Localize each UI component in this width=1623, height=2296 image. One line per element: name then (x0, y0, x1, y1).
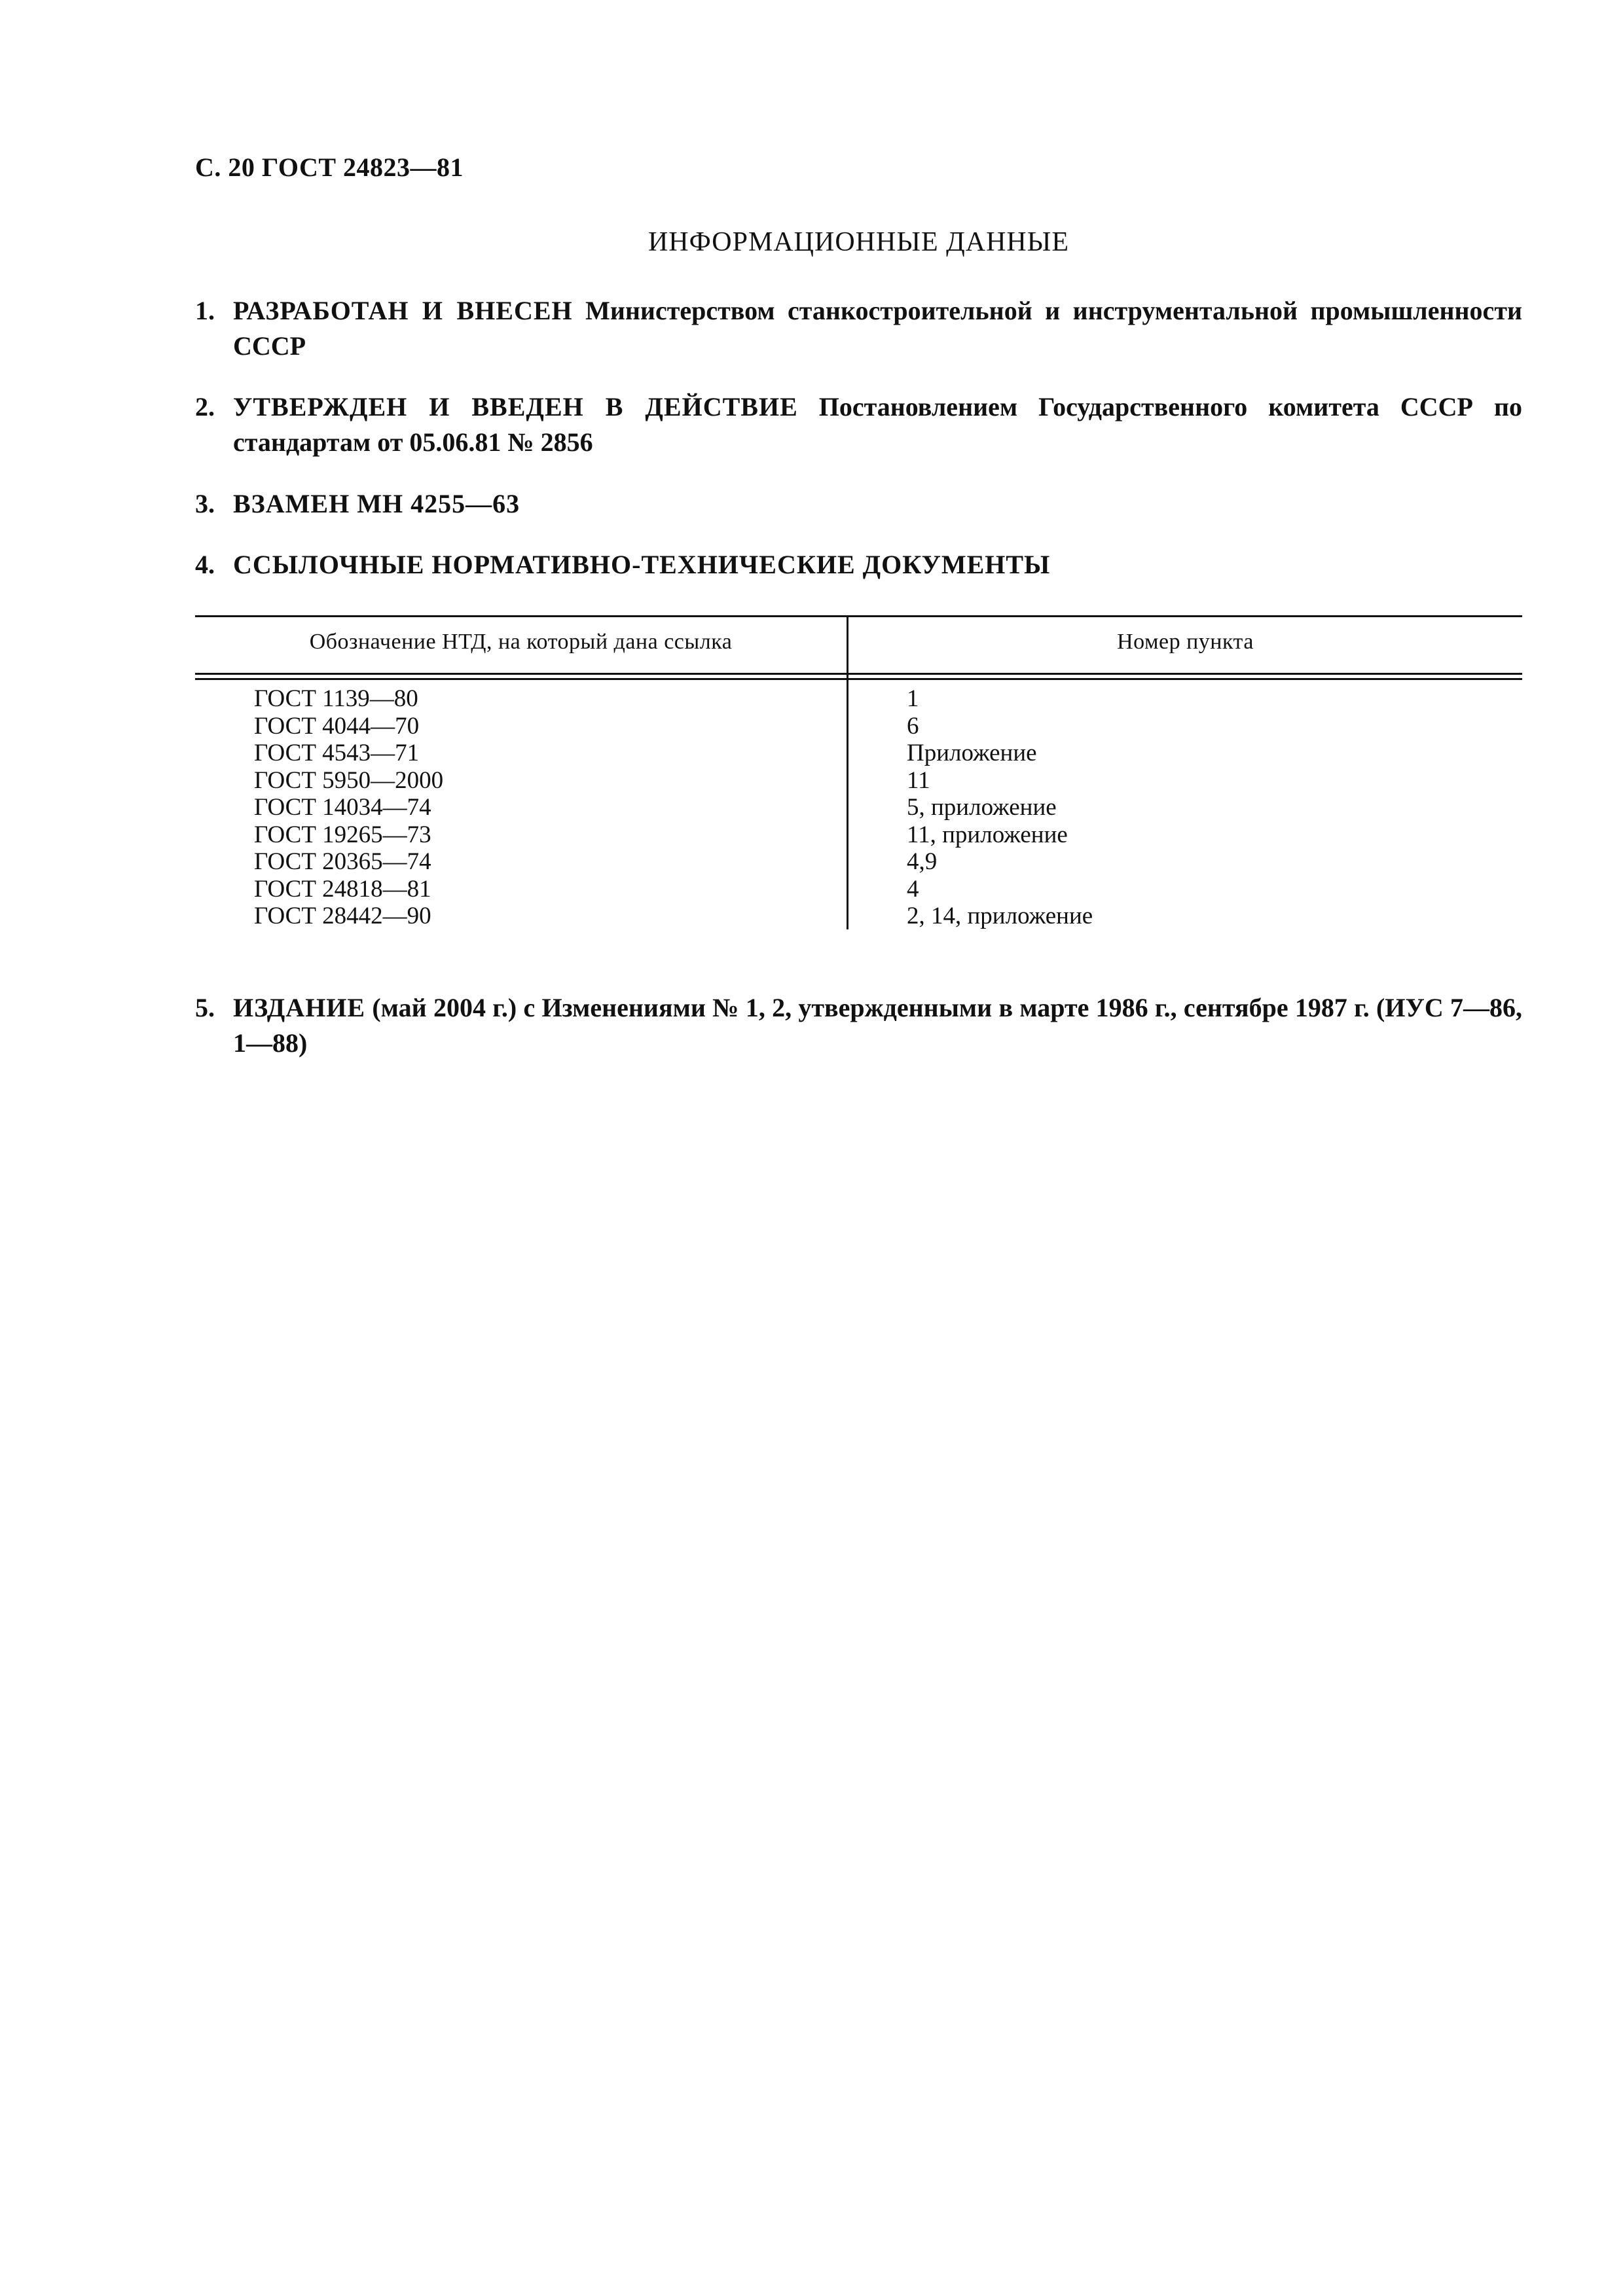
table-cell-document: ГОСТ 20365—74 (254, 848, 431, 875)
table-cell-document: ГОСТ 1139—80 (254, 685, 418, 712)
info-item-references (195, 547, 1522, 583)
table-cell-document: ГОСТ 4044—70 (254, 712, 420, 740)
table-header-rule (195, 678, 1522, 680)
table-cell-document: ГОСТ 28442—90 (254, 903, 431, 929)
table-cell-clause: 4,9 (907, 848, 938, 875)
info-item-developed (195, 293, 1522, 364)
item-lead: УТВЕРЖДЕН И ВВЕДЕН В ДЕЙСТВИЕ (233, 392, 798, 422)
table-cell-clause: 6 (907, 712, 919, 740)
item-lead: ССЫЛОЧНЫЕ НОРМАТИВНО-ТЕХНИЧЕСКИЕ ДОКУМЕНТЫ (233, 550, 1051, 579)
item-number: 4. (195, 550, 215, 579)
table-cell-document: ГОСТ 4543—71 (254, 740, 420, 766)
table-cell-document: ГОСТ 19265—73 (254, 821, 431, 848)
item-lead: РАЗРАБОТАН И ВНЕСЕН (233, 296, 573, 325)
table-cell-clause: 5, приложение (907, 794, 1057, 821)
item-text: Министерством станкостроительной и инструментальной промышленности СССР (233, 296, 1523, 361)
item-text: (май 2004 г.) с Изменениями № 1, 2, утвержденными в марте 1986 г., сентябре 1987 г. (ИУС 7—86, 1—88) (233, 993, 1522, 1058)
table-column-divider (847, 615, 848, 929)
item-number: 2. (195, 392, 215, 422)
item-lead: ВЗАМЕН МН 4255—63 (233, 489, 520, 518)
table-cell-clause: Приложение (907, 740, 1037, 766)
table-header-clause: Номер пункта (1117, 630, 1254, 654)
info-item-edition (195, 990, 1522, 1061)
table-cell-clause: 11 (907, 766, 930, 794)
table-column-clauses (907, 685, 1093, 930)
item-lead: ИЗДАНИЕ (233, 993, 366, 1022)
table-cell-document: ГОСТ 24818—81 (254, 875, 431, 903)
page-header: С. 20 ГОСТ 24823—81 (195, 152, 464, 182)
table-header-rule (195, 673, 1522, 675)
table-cell-clause: 1 (907, 685, 919, 712)
document-title: ИНФОРМАЦИОННЫЕ ДАННЫЕ (647, 227, 1070, 257)
table-cell-document: ГОСТ 14034—74 (254, 794, 431, 821)
item-number: 3. (195, 489, 215, 518)
table-header-document: Обозначение НТД, на который дана ссылка (309, 630, 733, 654)
table-top-rule (195, 615, 1522, 617)
info-item-approved (195, 389, 1522, 460)
item-text: Постановлением Государственного комитета СССР по стандартам от 05.06.81 № 2856 (233, 392, 1522, 457)
table-cell-clause: 4 (907, 875, 919, 903)
item-number: 1. (195, 296, 215, 325)
info-item-replaces (195, 486, 1522, 522)
table-cell-clause: 11, приложение (907, 821, 1068, 848)
item-number: 5. (195, 993, 215, 1022)
table-cell-clause: 2, 14, приложение (907, 903, 1093, 929)
reference-documents-table (195, 615, 1522, 929)
table-column-documents (254, 685, 443, 930)
table-cell-document: ГОСТ 5950—2000 (254, 766, 444, 794)
